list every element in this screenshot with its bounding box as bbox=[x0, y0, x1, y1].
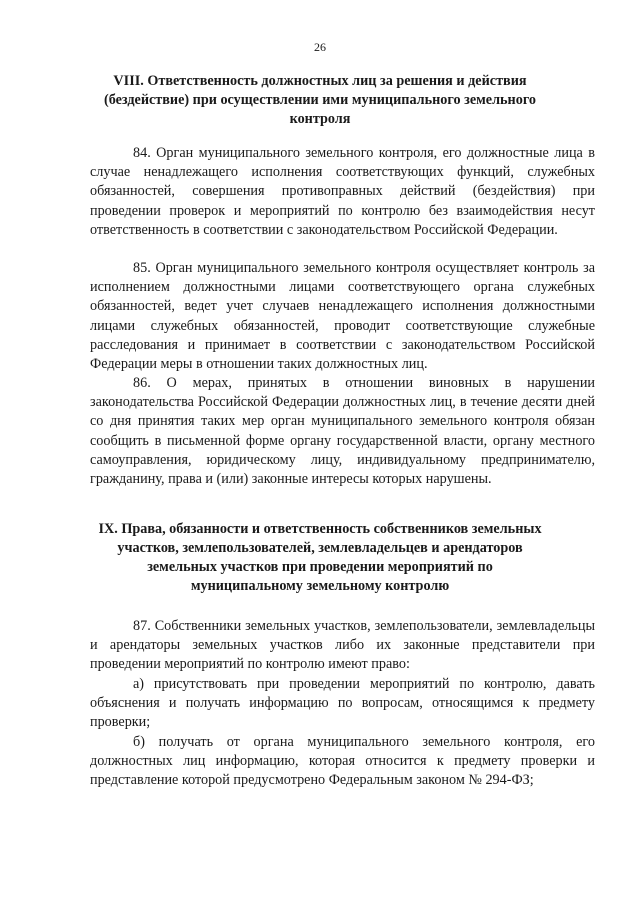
paragraph-87: 87. Собственники земельных участков, землепользователи, землевладельцы и арендаторы земельных участков либо их законные представители при проведении мероприятий по контролю имеют право: bbox=[90, 618, 595, 673]
paragraph-85: 85. Орган муниципального земельного контроля осуществляет контроль за исполнением должностными лицами соответствующего органа служебных обязанностей, ведет учет случаев ненадлежащего исполнения должностными лицами служебных обязанностей, проводит соответствующие служебные расследования и принимает в соответствии с законодательством Российской Федерации меры в отношении таких должностных лиц. bbox=[90, 260, 595, 373]
section-8-heading: VIII. Ответственность должностных лиц за решения и действия (бездействие) при осуществлении ими муниципального земельного контроля bbox=[103, 73, 537, 127]
page-number: 26 bbox=[314, 40, 326, 54]
paragraph-84: 84. Орган муниципального земельного контроля, его должностные лица в случае ненадлежащего исполнения соответствующих функций, служебных обязанностей, совершения противоправных действий (бездействия) при проведении проверок и мероприятий по контролю без взаимодействия несут ответственность в соответствии с законодательством Российской Федерации. bbox=[90, 145, 595, 238]
paragraph-87-b: б) получать от органа муниципального земельного контроля, его должностных лиц информацию, которая относится к предмету проверки и представление которой предусмотрено Федеральным законом № 294-ФЗ; bbox=[90, 734, 595, 789]
paragraph-87-a: а) присутствовать при проведении мероприятий по контролю, давать объяснения и получать информацию по вопросам, относящимся к предмету проверки; bbox=[90, 676, 595, 731]
paragraph-86: 86. О мерах, принятых в отношении виновных в нарушении законодательства Российской Федерации должностных лиц, в течение десяти дней со дня принятия таких мер орган муниципального земельного контроля обязан сообщить в письменной форме органу государственной власти, органу местного самоуправления, юридическому лицу, индивидуальному предпринимателю, гражданину, права и (или) законные интересы которых нарушены. bbox=[90, 375, 595, 488]
section-9-heading: IX. Права, обязанности и ответственность собственников земельных участков, землепользователей, землевладельцев и арендаторов земельных участков при проведении мероприятий по муниципальному земельному контролю bbox=[98, 521, 542, 594]
